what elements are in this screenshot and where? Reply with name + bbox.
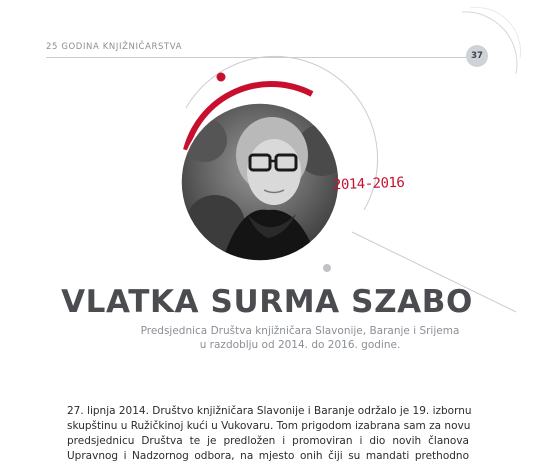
article-line: 27. lipnja 2014. Društvo knjižničara Slavonije i Baranje održalo je 19. izbornu <box>67 405 472 417</box>
article-line: predsjednicu Društva te je predložen i promoviran i dio novih članova <box>67 435 469 447</box>
gray-dot <box>323 264 331 272</box>
corner-arc-inner <box>470 8 520 58</box>
red-dot <box>217 73 226 82</box>
role-line: Predsjednica Društva knjižničara Slavonije, Baranje i Srijema <box>140 325 460 337</box>
article-line: skupštinu u Ružičkinoj kući u Vukovaru. Tom prigodom izabrana sam za novu <box>67 420 471 432</box>
role-line: u razdoblju od 2014. do 2016. godine. <box>199 339 401 351</box>
person-name: VLATKA SURMA SZABO <box>61 284 473 320</box>
article-body <box>67 404 472 464</box>
portrait-photo <box>181 103 348 262</box>
page-number-badge: 37 <box>466 45 488 67</box>
article-line: Upravnog i Nadzornog odbora, na mjesto onih čiji su mandati prethodno <box>67 450 469 462</box>
years-label: 2014-2016 <box>332 174 405 194</box>
person-role <box>0 324 534 352</box>
running-header: 25 GODINA KNJIŽNIČARSTVA <box>46 42 183 52</box>
